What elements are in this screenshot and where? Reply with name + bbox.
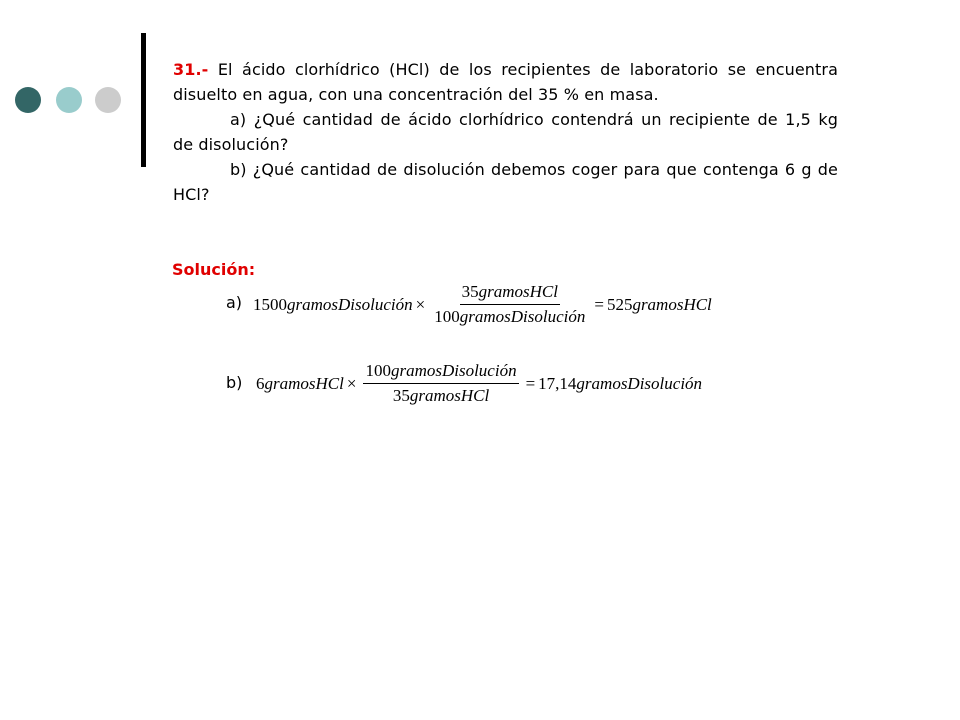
equation-a-numerator bbox=[460, 282, 560, 305]
equation-b-den-coef: 35 bbox=[392, 386, 410, 405]
decor-dot-gray bbox=[95, 87, 121, 113]
decor-dot-dark bbox=[15, 87, 41, 113]
equation-a-den-coef: 100 bbox=[434, 307, 460, 326]
equation-a-denominator bbox=[432, 305, 587, 327]
equation-b-equals: = bbox=[525, 373, 536, 393]
equation-a-result-coef: 525 bbox=[606, 294, 633, 314]
problem-statement bbox=[173, 57, 838, 207]
equation-b-num-term: gramosDisolución bbox=[390, 361, 517, 380]
solution-b-label: b) bbox=[226, 373, 243, 392]
equation-b-result-coef: 17,14 bbox=[538, 373, 577, 393]
equation-b-term: gramosHCl bbox=[264, 373, 344, 393]
question-b: b) ¿Qué cantidad de disolución debemos coger para que contenga 6 g de HCl? bbox=[173, 160, 838, 204]
equation-a-result-term: gramosHCl bbox=[632, 294, 712, 314]
problem-intro-text: El ácido clorhídrico (HCl) de los recipientes de laboratorio se encuentra disuelto en agua, con una concentración del 35 % en masa. bbox=[173, 60, 839, 104]
equation-b-num-coef: 100 bbox=[365, 361, 391, 380]
decor-dot-teal bbox=[56, 87, 82, 113]
equation-b-times: × bbox=[346, 373, 357, 393]
equation-a bbox=[253, 282, 712, 327]
solution-a-label: a) bbox=[226, 293, 243, 312]
equation-a-coef: 1500 bbox=[253, 294, 287, 314]
question-a: a) ¿Qué cantidad de ácido clorhídrico contendrá un recipiente de 1,5 kg de disolución? bbox=[173, 110, 838, 154]
equation-b-fraction bbox=[363, 361, 518, 406]
equation-a-equals: = bbox=[594, 294, 604, 314]
equation-a-num-coef: 35 bbox=[461, 282, 479, 301]
problem-number: 31.- bbox=[173, 60, 209, 79]
solution-title: Solución: bbox=[172, 260, 256, 279]
equation-a-fraction bbox=[432, 282, 587, 327]
equation-b bbox=[256, 361, 702, 406]
equation-a-num-term: gramosHCl bbox=[478, 282, 558, 301]
equation-b-coef: 6 bbox=[256, 373, 265, 393]
equation-b-den-term: gramosHCl bbox=[409, 386, 490, 405]
vertical-divider bbox=[141, 33, 146, 167]
equation-b-result-term: gramosDisolución bbox=[576, 373, 703, 393]
equation-a-term: gramosDisolución bbox=[287, 294, 413, 314]
equation-a-den-term: gramosDisolución bbox=[459, 307, 586, 326]
equation-a-times: × bbox=[415, 294, 426, 314]
equation-b-numerator bbox=[363, 361, 518, 384]
equation-b-denominator bbox=[391, 384, 491, 406]
problem-intro bbox=[173, 57, 838, 107]
